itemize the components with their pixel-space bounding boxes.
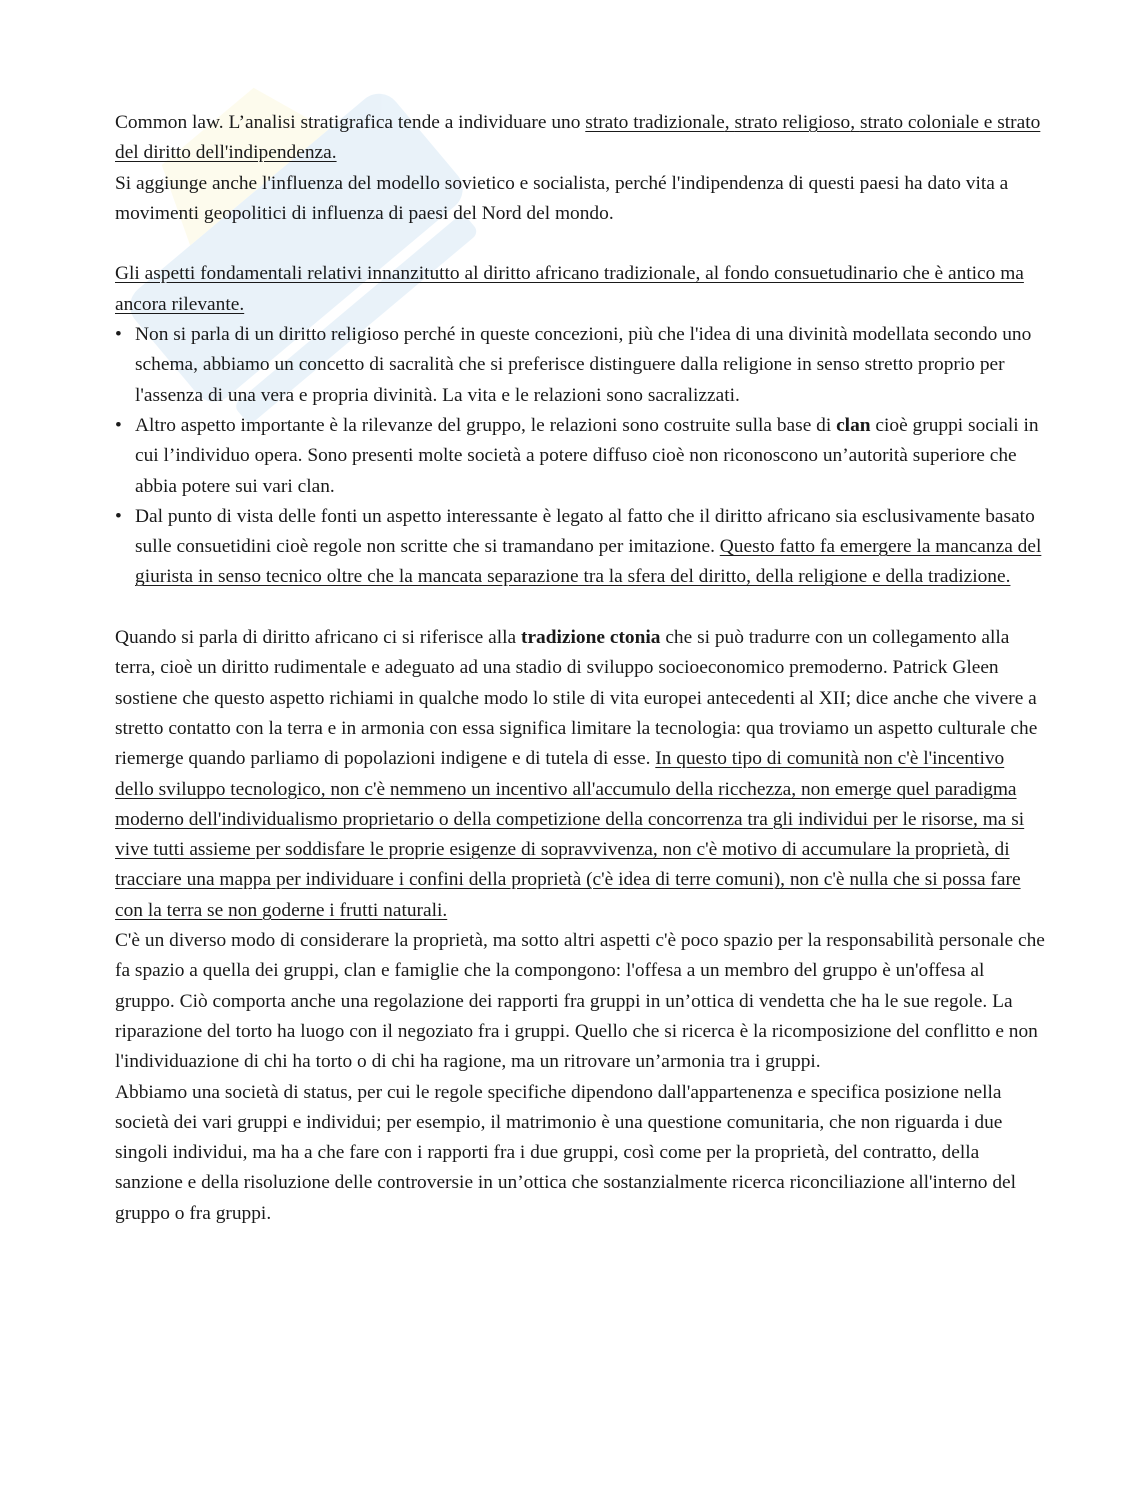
paragraph-property-responsibility: C'è un diverso modo di considerare la proprietà, ma sotto altri aspetti c'è poco spazio per la responsabilità personale che fa spazio a quella dei gruppi, clan e famiglie che la compongono: l'offesa a un membro del gruppo è un'offesa al gruppo. Ciò comporta anche una regolazione dei rapporti fra gruppi in un’ottica di vendetta che ha le sue regole. La riparazione del torto ha luogo con il negoziato fra i gruppi. Quello che si ricerca è la ricomposizione del conflitto e non l'individuazione di chi ha torto o di chi ha ragione, ma un ritrovare un’armonia tra i gruppi. — [115, 930, 1045, 1073]
list-item: • Altro aspetto importante è la rilevanze del gruppo, le relazioni sono costruite sulla base di clan cioè gruppi sociali in cui l’individuo opera. Sono presenti molte società a potere diffuso cioè non riconoscono un’autorità superiore che abbia potere sui vari clan. — [115, 411, 1045, 502]
spacer — [115, 593, 1045, 623]
spacer — [115, 229, 1045, 259]
bullet-list — [115, 320, 1045, 593]
paragraph-ctonia-tradition: Quando si parla di diritto africano ci si riferisce alla tradizione ctonia che si può tradurre con un collegamento alla terra, cioè un diritto rudimentale e adeguato ad una stadio di sviluppo socioeconomico premoderno. Patrick Gleen sostiene che questo aspetto richiami in qualche modo lo stile di vita europei antecedenti al XII; dice anche che vivere a stretto contatto con la terra e in armonia con essa significa limitare la tecnologia: qua troviamo un aspetto culturale che riemerge quando parliamo di popolazioni indigene e di tutela di esse. In questo tipo di comunità non c'è l'incentivo dello sviluppo tecnologico, non c'è nemmeno un incentivo all'accumulo della ricchezza, non emerge quel paradigma moderno dell'individualismo proprietario o della competizione della concorrenza tra gli individui per le risorse, ma si vive tutti assieme per soddisfare le proprie esigenze di sopravvivenza, non c'è motivo di accumulare la proprietà, di tracciare una mappa per individuare i confini della proprietà (c'è idea di terre comuni), non c'è nulla che si possa fare con la terra se non goderne i frutti naturali. — [115, 627, 1038, 921]
document-page — [115, 108, 1045, 1229]
list-item: • Non si parla di un diritto religioso perché in queste concezioni, più che l'idea di una divinità modellata secondo uno schema, abbiamo un concetto di sacralità che si preferisce distinguere dalla religione in senso stretto proprio per l'assenza di una vera e propria divinità. La vita e le relazioni sono sacralizzati. — [115, 320, 1045, 411]
list-item: • Dal punto di vista delle fonti un aspetto interessante è legato al fatto che il diritto africano sia esclusivamente basato sulle consuetidini cioè regole non scritte che si tramandano per imitazione. Questo fatto fa emergere la mancanza del giurista in senso tecnico oltre che la mancata separazione tra la sfera del diritto, della religione e della tradizione. — [115, 502, 1045, 593]
paragraph-fundamental-aspects: Gli aspetti fondamentali relativi innanzitutto al diritto africano tradizionale, al fondo consuetudinario che è antico ma ancora rilevante. — [115, 263, 1024, 315]
paragraph-status-society: Abbiamo una società di status, per cui le regole specifiche dipendono dall'appartenenza e specifica posizione nella società dei vari gruppi e individui; per esempio, il matrimonio è una questione comunitaria, che non riguarda i due singoli individui, ma ha a che fare con i rapporti fra i due gruppi, così come per la proprietà, del contratto, della sanzione e della risoluzione delle controversie in un’ottica che sostanzialmente ricerca riconciliazione all'interno del gruppo o fra gruppi. — [115, 1081, 1017, 1224]
paragraph-soviet-influence: Si aggiunge anche l'influenza del modello sovietico e socialista, perché l'indipendenza di questi paesi ha dato vita a movimenti geopolitici di influenza di paesi del Nord del mondo. — [115, 172, 1009, 224]
paragraph-strata: Common law. L’analisi stratigrafica tende a individuare uno strato tradizionale, strato religioso, strato coloniale e strato del diritto dell'indipendenza. — [115, 112, 1041, 164]
